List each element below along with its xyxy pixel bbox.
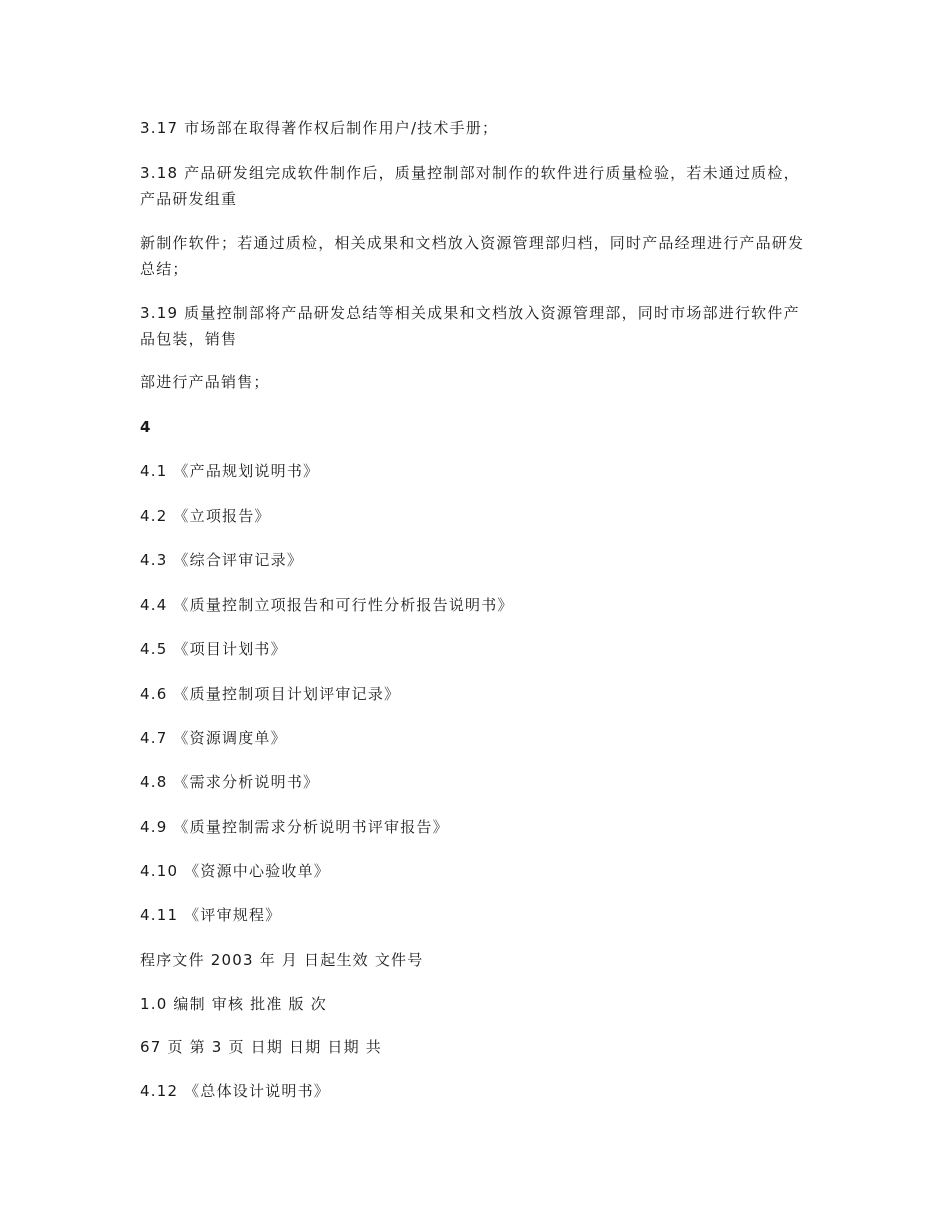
- list-item-4-10: 4.10 《资源中心验收单》: [140, 862, 330, 880]
- list-item-4-4: 4.4 《质量控制立项报告和可行性分析报告说明书》: [140, 596, 514, 614]
- paragraph-3-19-continued: 部进行产品销售；: [140, 373, 270, 391]
- list-item-4-3: 4.3 《综合评审记录》: [140, 551, 304, 569]
- footer-info-line-3: 67 页 第 3 页 日期 日期 日期 共: [140, 1038, 382, 1056]
- list-item-4-6: 4.6 《质量控制项目计划评审记录》: [140, 685, 401, 703]
- list-item-4-11: 4.11 《评审规程》: [140, 906, 282, 924]
- paragraph-3-18-continued: 新制作软件；若通过质检，相关成果和文档放入资源管理部归档，同时产品经理进行产品研发总结；: [140, 234, 805, 278]
- list-item-4-9: 4.9 《质量控制需求分析说明书评审报告》: [140, 818, 449, 836]
- list-item-4-8: 4.8 《需求分析说明书》: [140, 773, 320, 791]
- footer-info-line-1: 程序文件 2003 年 月 日起生效 文件号: [140, 951, 424, 969]
- paragraph-3-18: 3.18 产品研发组完成软件制作后，质量控制部对制作的软件进行质量检验，若未通过质检，产品研发组重: [140, 164, 800, 208]
- list-item-4-5: 4.5 《项目计划书》: [140, 640, 287, 658]
- footer-info-line-2: 1.0 编制 审核 批准 版 次: [140, 995, 327, 1013]
- paragraph-3-17: 3.17 市场部在取得著作权后制作用户/技术手册；: [140, 119, 499, 137]
- list-item-4-7: 4.7 《资源调度单》: [140, 729, 287, 747]
- list-item-4-12: 4.12 《总体设计说明书》: [140, 1082, 330, 1100]
- paragraph-3-19: 3.19 质量控制部将产品研发总结等相关成果和文档放入资源管理部，同时市场部进行软件产品包装，销售: [140, 304, 800, 348]
- section-heading-4: 4: [140, 418, 152, 436]
- list-item-4-1: 4.1 《产品规划说明书》: [140, 462, 320, 480]
- list-item-4-2: 4.2 《立项报告》: [140, 507, 271, 525]
